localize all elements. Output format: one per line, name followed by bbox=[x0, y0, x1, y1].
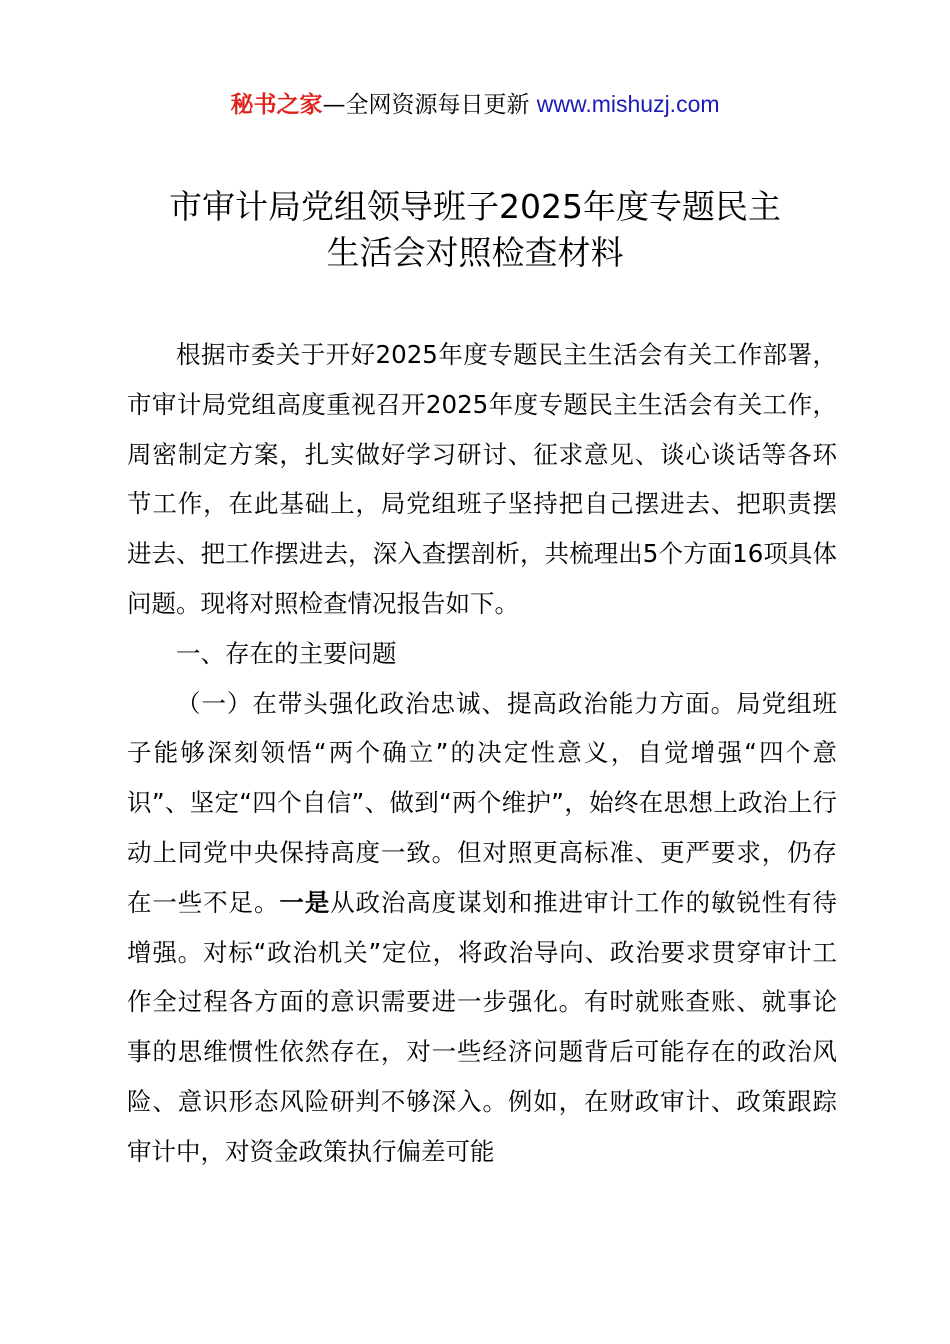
site-slogan: —全网资源每日更新 bbox=[322, 92, 537, 118]
subsection-bold-marker: 一是 bbox=[279, 887, 331, 917]
site-url-link[interactable]: www.mishuzj.com bbox=[536, 91, 720, 117]
site-header bbox=[0, 86, 950, 123]
document-body bbox=[127, 330, 837, 1177]
subsection-paragraph bbox=[127, 679, 837, 1177]
intro-paragraph: 根据市委关于开好2025年度专题民主生活会有关工作部署，市审计局党组高度重视召开2025年度专题民主生活会有关工作，周密制定方案，扎实做好学习研讨、征求意见、谈心谈话等各环节工作，在此基础上，局党组班子坚持把自己摆进去、把职责摆进去、把工作摆进去，深入查摆剖析，共梳理出5个方面16项具体问题。现将对照检查情况报告如下。 bbox=[127, 340, 837, 618]
document-title bbox=[100, 184, 850, 276]
document-title-line1: 市审计局党组领导班子2025年度专题民主 bbox=[169, 187, 781, 226]
subsection-text-after: 从政治高度谋划和推进审计工作的敏锐性有待增强。对标“政治机关”定位，将政治导向、政治要求贯穿审计工作全过程各方面的意识需要进一步强化。有时就账查账、就事论事的思维惯性依然存在，对一些经济问题背后可能存在的政治风险、意识形态风险研判不够深入。例如，在财政审计、政策跟踪审计中，对资金政策执行偏差可能 bbox=[127, 887, 838, 1166]
subsection-text-before: （一）在带头强化政治忠诚、提高政治能力方面。局党组班子能够深刻领悟“两个确立”的决定性意义，自觉增强“四个意识”、坚定“四个自信”、做到“两个维护”，始终在思想上政治上行动上同党中央保持高度一致。但对照更高标准、更严要求，仍存在一些不足。 bbox=[127, 688, 837, 917]
section-heading: 一、存在的主要问题 bbox=[176, 638, 397, 668]
document-title-line2: 生活会对照检查材料 bbox=[326, 233, 624, 272]
site-brand: 秘书之家 bbox=[230, 92, 323, 118]
